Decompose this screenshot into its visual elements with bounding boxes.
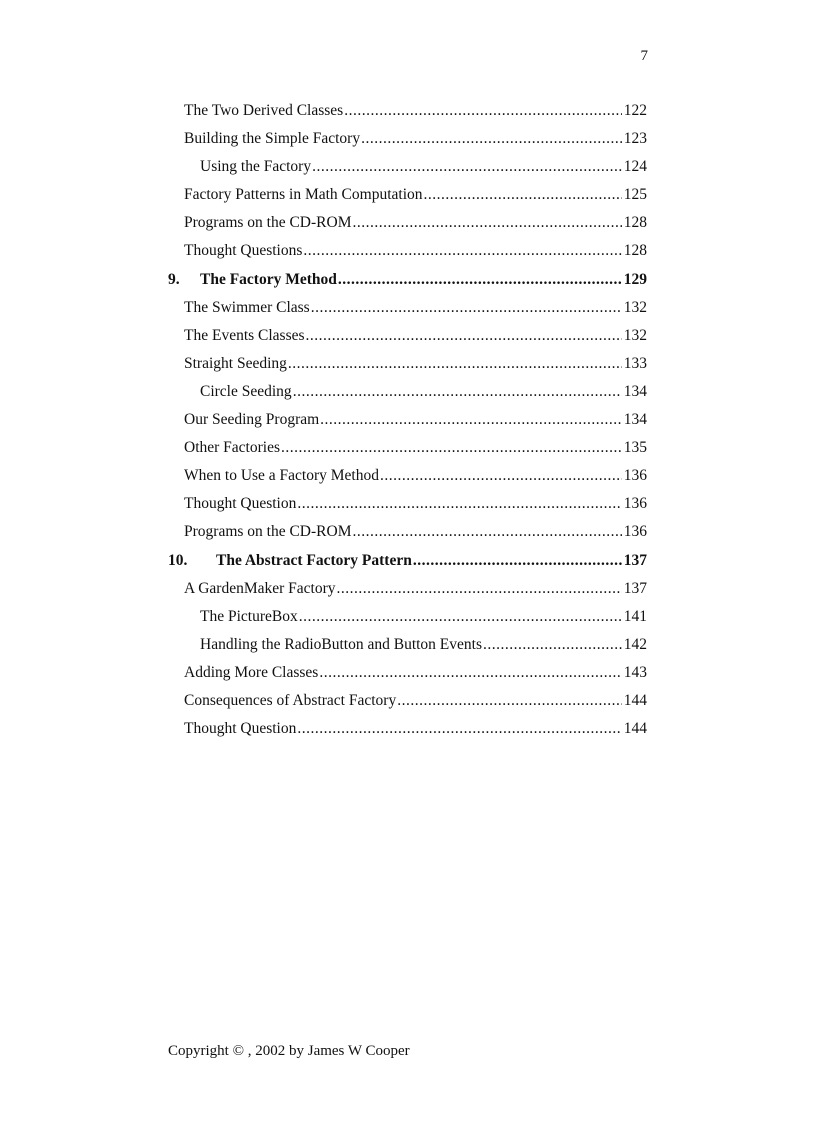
toc-entry[interactable] bbox=[168, 715, 647, 743]
entry-title: The Swimmer Class bbox=[184, 298, 310, 316]
dot-leader bbox=[311, 294, 622, 322]
entry-page-number: 122 bbox=[623, 102, 647, 119]
toc-entry[interactable] bbox=[168, 153, 647, 181]
chapter-number: 10. bbox=[168, 551, 188, 569]
entry-page-number: 136 bbox=[623, 467, 647, 485]
toc-entry[interactable] bbox=[168, 125, 647, 153]
entry-title: Programs on the CD-ROM bbox=[184, 523, 352, 541]
dot-leader bbox=[320, 406, 622, 434]
toc-entry[interactable] bbox=[168, 631, 647, 659]
entry-page-number: 132 bbox=[623, 326, 647, 344]
dot-leader bbox=[352, 209, 621, 237]
toc-entry[interactable] bbox=[168, 603, 647, 631]
toc-entry[interactable] bbox=[168, 406, 647, 434]
entry-title: A GardenMaker Factory bbox=[184, 579, 336, 597]
entry-title: Factory Patterns in Math Computation bbox=[184, 186, 423, 204]
entry-page-number: 129 bbox=[623, 270, 647, 288]
entry-title: Thought Question bbox=[184, 495, 297, 513]
entry-page-number: 142 bbox=[623, 635, 647, 653]
toc-entry[interactable] bbox=[168, 97, 647, 125]
page-number: 7 bbox=[640, 48, 648, 64]
toc-entry[interactable] bbox=[168, 181, 647, 209]
copyright-footer: Copyright © , 2002 by James W Cooper bbox=[168, 1043, 410, 1059]
entry-title: Thought Questions bbox=[184, 242, 303, 260]
entry-title: When to Use a Factory Method bbox=[184, 467, 379, 485]
entry-title: Handling the RadioButton and Button Events bbox=[200, 635, 482, 653]
toc-chapter-entry[interactable] bbox=[168, 266, 647, 294]
entry-page-number: 144 bbox=[623, 720, 647, 738]
dot-leader bbox=[297, 715, 621, 743]
entry-page-number: 135 bbox=[623, 439, 647, 457]
toc-entry[interactable] bbox=[168, 518, 647, 546]
dot-leader bbox=[312, 153, 622, 181]
toc-entry[interactable] bbox=[168, 322, 647, 350]
entry-page-number: 143 bbox=[623, 663, 647, 681]
table-of-contents bbox=[168, 97, 647, 743]
entry-page-number: 124 bbox=[623, 158, 647, 176]
entry-title: Building the Simple Factory bbox=[184, 130, 361, 148]
entry-title: Programs on the CD-ROM bbox=[184, 214, 352, 232]
entry-title: Circle Seeding bbox=[200, 382, 292, 400]
dot-leader bbox=[338, 266, 622, 294]
dot-leader bbox=[344, 97, 622, 125]
dot-leader bbox=[299, 603, 622, 631]
toc-entry[interactable] bbox=[168, 378, 647, 406]
entry-page-number: 133 bbox=[623, 354, 647, 372]
dot-leader bbox=[297, 490, 621, 518]
dot-leader bbox=[361, 125, 622, 153]
toc-chapter-entry[interactable] bbox=[168, 547, 647, 575]
entry-title: Using the Factory bbox=[200, 158, 312, 176]
entry-title: Our Seeding Program bbox=[184, 411, 320, 429]
dot-leader bbox=[380, 462, 622, 490]
entry-page-number: 134 bbox=[623, 382, 647, 400]
entry-title: Other Factories bbox=[184, 439, 280, 457]
entry-title: The Two Derived Classes bbox=[184, 102, 344, 119]
entry-page-number: 136 bbox=[623, 523, 647, 541]
entry-title: Straight Seeding bbox=[184, 354, 287, 372]
toc-entry[interactable] bbox=[168, 350, 647, 378]
entry-page-number: 134 bbox=[623, 411, 647, 429]
dot-leader bbox=[483, 631, 622, 659]
toc-entry[interactable] bbox=[168, 462, 647, 490]
toc-entry[interactable] bbox=[168, 237, 647, 265]
dot-leader bbox=[319, 659, 621, 687]
dot-leader bbox=[306, 322, 622, 350]
entry-title: The Abstract Factory Pattern bbox=[216, 551, 412, 569]
entry-page-number: 144 bbox=[623, 691, 647, 709]
dot-leader bbox=[293, 378, 622, 406]
toc-entry[interactable] bbox=[168, 687, 647, 715]
entry-page-number: 136 bbox=[623, 495, 647, 513]
dot-leader bbox=[288, 350, 622, 378]
entry-page-number: 141 bbox=[623, 607, 647, 625]
dot-leader bbox=[352, 518, 621, 546]
toc-entry[interactable] bbox=[168, 659, 647, 687]
entry-page-number: 128 bbox=[623, 214, 647, 232]
toc-entry[interactable] bbox=[168, 490, 647, 518]
dot-leader bbox=[303, 237, 621, 265]
toc-entry[interactable] bbox=[168, 294, 647, 322]
entry-page-number: 137 bbox=[623, 551, 647, 569]
dot-leader bbox=[281, 434, 622, 462]
entry-title: The PictureBox bbox=[200, 607, 298, 625]
entry-title: Consequences of Abstract Factory bbox=[184, 691, 397, 709]
dot-leader bbox=[397, 687, 622, 715]
chapter-number: 9. bbox=[168, 270, 180, 288]
entry-title: The Factory Method bbox=[200, 270, 337, 288]
entry-title: The Events Classes bbox=[184, 326, 305, 344]
dot-leader bbox=[424, 181, 622, 209]
entry-page-number: 128 bbox=[623, 242, 647, 260]
entry-page-number: 137 bbox=[623, 579, 647, 597]
toc-entry[interactable] bbox=[168, 434, 647, 462]
entry-title: Thought Question bbox=[184, 720, 297, 738]
entry-title: Adding More Classes bbox=[184, 663, 319, 681]
entry-page-number: 125 bbox=[623, 186, 647, 204]
entry-page-number: 123 bbox=[623, 130, 647, 148]
entry-page-number: 132 bbox=[623, 298, 647, 316]
dot-leader bbox=[337, 575, 622, 603]
toc-entry[interactable] bbox=[168, 209, 647, 237]
dot-leader bbox=[413, 547, 622, 575]
toc-entry[interactable] bbox=[168, 575, 647, 603]
